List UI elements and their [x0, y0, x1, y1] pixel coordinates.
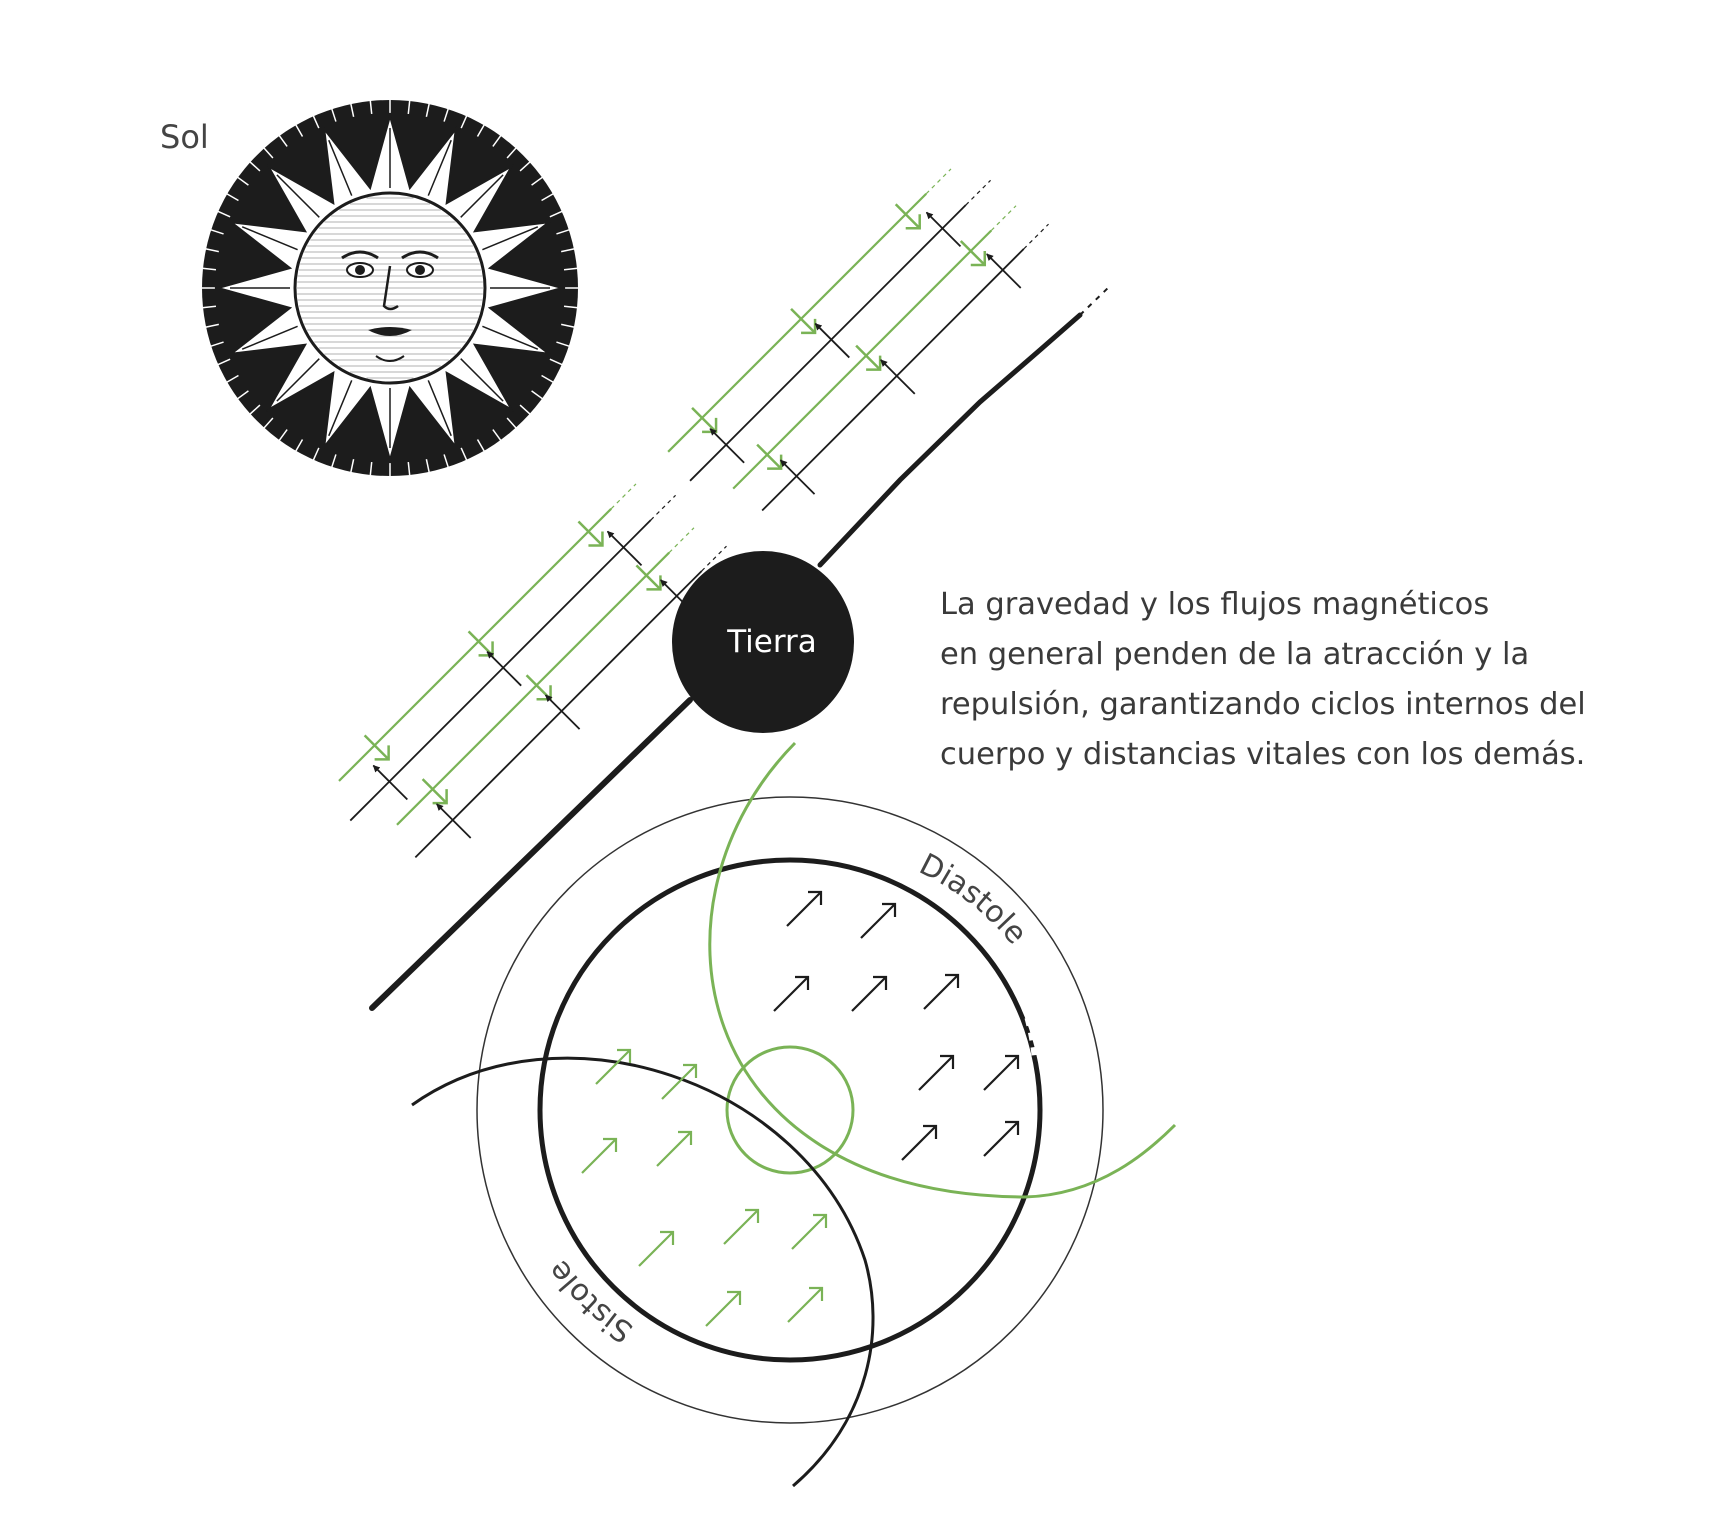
flux-line [339, 509, 611, 781]
black-cycle-arrow [787, 892, 821, 926]
inner-ring [540, 860, 1040, 1360]
green-flux-arrow [578, 521, 602, 545]
caption-paragraph [940, 580, 1640, 780]
flux-line [762, 249, 1024, 511]
black-flux-arrow [710, 429, 744, 463]
flux-line-fade [926, 169, 951, 194]
black-flux-arrow [781, 460, 815, 494]
black-flux-arrow [373, 766, 407, 800]
green-cycle-arrow [639, 1232, 673, 1266]
green-flux-arrow [961, 241, 985, 265]
black-cycle-arrow [984, 1056, 1018, 1090]
black-cycle-arrow [861, 904, 895, 938]
green-arc [710, 743, 1175, 1197]
black-flux-arrow [487, 652, 521, 686]
flux-line-fade [651, 495, 676, 520]
caption-line: en general penden de la atracción y la [940, 637, 1530, 672]
black-flux-arrow [546, 695, 580, 729]
green-flux-arrow [791, 309, 815, 333]
flux-line-fade [991, 206, 1016, 231]
green-flux-arrow [469, 631, 493, 655]
green-cycle-arrow [596, 1050, 630, 1084]
green-flux-arrow [365, 735, 389, 759]
black-arc [412, 1058, 873, 1486]
sun-label: Sol [160, 118, 209, 156]
caption-line: La gravedad y los flujos magnéticos [940, 587, 1490, 622]
black-flux-arrow [881, 360, 915, 394]
flux-line-fade [669, 528, 694, 553]
flux-line-fade [966, 180, 991, 205]
green-cycle-arrow [724, 1210, 758, 1244]
green-cycle-arrow [657, 1132, 691, 1166]
flux-line [690, 205, 966, 481]
green-flux-arrow [636, 565, 660, 589]
outer-ring [477, 797, 1103, 1423]
black-flux-arrow [926, 212, 960, 246]
earth-label: Tierra [727, 624, 817, 660]
green-flux-arrow [757, 445, 781, 469]
flux-line-fade [611, 484, 636, 509]
black-flux-arrow [437, 804, 471, 838]
flux-line [397, 553, 669, 825]
black-cycle-arrow [852, 977, 886, 1011]
green-flux-arrow [423, 779, 447, 803]
green-flux-arrow [692, 408, 716, 432]
flux-line [350, 520, 651, 821]
black-cycle-arrow [774, 977, 808, 1011]
caption-line: repulsión, garantizando ciclos internos del [940, 687, 1586, 722]
flux-line-fade [1024, 224, 1049, 249]
black-cycle-arrow [984, 1122, 1018, 1156]
sistole-label: Sistole [541, 1253, 640, 1350]
green-cycle-arrow [706, 1292, 740, 1326]
green-flux-arrow [896, 204, 920, 228]
green-flux-arrow [856, 346, 880, 370]
sun-icon [200, 98, 580, 478]
black-cycle-arrow [919, 1056, 953, 1090]
black-flux-arrow [608, 531, 642, 565]
flux-line [733, 231, 991, 489]
green-cycle-arrow [582, 1139, 616, 1173]
green-cycle-arrow [788, 1288, 822, 1322]
earth-circle [672, 551, 854, 733]
diastole-label: Diastole [913, 846, 1034, 952]
black-flux-arrow [987, 254, 1021, 288]
flux-line [415, 571, 701, 857]
green-cycle-arrow [792, 1215, 826, 1249]
black-cycle-arrow [902, 1126, 936, 1160]
flux-line [668, 194, 926, 452]
caption-line: cuerpo y distancias vitales con los demás. [940, 737, 1586, 772]
black-flux-arrow [815, 324, 849, 358]
black-cycle-arrow [924, 975, 958, 1009]
